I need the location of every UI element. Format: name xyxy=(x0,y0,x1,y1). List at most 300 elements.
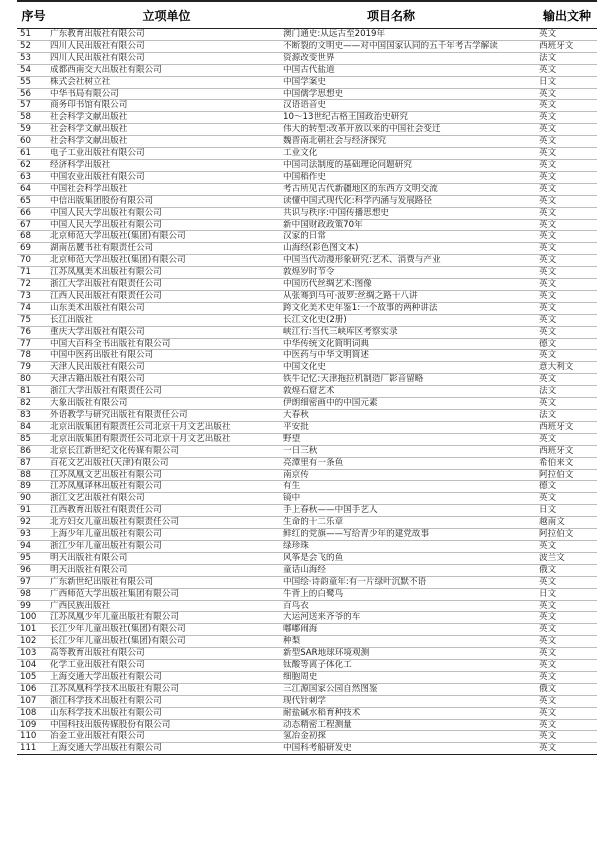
row-unit: 北京师范大学出版社(集团)有限公司 xyxy=(50,255,283,267)
table-row xyxy=(17,648,597,660)
table-row xyxy=(17,517,597,529)
row-project-title: 中国文化史 xyxy=(283,362,537,374)
row-number: 101 xyxy=(17,624,50,636)
row-number: 78 xyxy=(17,350,50,362)
row-unit: 天津古籍出版社有限公司 xyxy=(50,374,283,386)
row-number: 104 xyxy=(17,660,50,672)
table-row xyxy=(17,505,597,517)
row-project-title: 百鸟衣 xyxy=(283,600,537,612)
table-row xyxy=(17,302,597,314)
row-unit: 成都西南交大出版社有限公司 xyxy=(50,64,283,76)
row-language: 意大利文 xyxy=(537,362,597,374)
row-unit: 长江出版社 xyxy=(50,314,283,326)
table-row xyxy=(17,255,597,267)
row-language: 德文 xyxy=(537,481,597,493)
project-table xyxy=(17,0,597,755)
row-unit: 广东新世纪出版社有限公司 xyxy=(50,576,283,588)
row-unit: 社会科学文献出版社 xyxy=(50,124,283,136)
row-language: 英文 xyxy=(537,671,597,683)
table-row xyxy=(17,207,597,219)
row-project-title: 魏晋南北朝社会与经济探究 xyxy=(283,136,537,148)
row-language: 英文 xyxy=(537,719,597,731)
row-unit: 四川人民出版社有限公司 xyxy=(50,40,283,52)
row-unit: 浙江大学出版社有限责任公司 xyxy=(50,386,283,398)
row-language: 俄文 xyxy=(537,683,597,695)
row-number: 51 xyxy=(17,29,50,41)
row-project-title: 嘟嘟闹海 xyxy=(283,624,537,636)
table-row xyxy=(17,445,597,457)
row-project-title: 牛背上的白鹭鸟 xyxy=(283,588,537,600)
row-language: 越南文 xyxy=(537,517,597,529)
row-unit: 重庆大学出版社有限公司 xyxy=(50,326,283,338)
row-language: 英文 xyxy=(537,600,597,612)
table-row xyxy=(17,636,597,648)
row-project-title: 考古所见古代新疆地区的东西方文明交流 xyxy=(283,183,537,195)
row-number: 79 xyxy=(17,362,50,374)
row-project-title: 中国当代动漫形象研究:艺术、消费与产业 xyxy=(283,255,537,267)
row-number: 61 xyxy=(17,148,50,160)
table-row xyxy=(17,100,597,112)
row-language: 英文 xyxy=(537,136,597,148)
table-row xyxy=(17,410,597,422)
row-number: 86 xyxy=(17,445,50,457)
row-project-title: 生命的十二乐章 xyxy=(283,517,537,529)
row-number: 100 xyxy=(17,612,50,624)
row-language: 英文 xyxy=(537,171,597,183)
row-project-title: 敦煌岁时节令 xyxy=(283,267,537,279)
row-project-title: 种梨 xyxy=(283,636,537,648)
row-language: 英文 xyxy=(537,255,597,267)
row-project-title: 中国司法制度的基础理论问题研究 xyxy=(283,159,537,171)
row-number: 97 xyxy=(17,576,50,588)
row-language: 英文 xyxy=(537,29,597,41)
table-row xyxy=(17,171,597,183)
table-row xyxy=(17,290,597,302)
row-number: 105 xyxy=(17,671,50,683)
table-row xyxy=(17,52,597,64)
row-unit: 四川人民出版社有限公司 xyxy=(50,52,283,64)
row-project-title: 中国历代丝绸艺术:图像 xyxy=(283,279,537,291)
row-language: 西班牙文 xyxy=(537,421,597,433)
row-language: 英文 xyxy=(537,64,597,76)
row-project-title: 10～13世纪古格王国政治史研究 xyxy=(283,112,537,124)
row-unit: 株式会社树立社 xyxy=(50,76,283,88)
row-project-title: 澳门通史:从远古至2019年 xyxy=(283,29,537,41)
row-number: 67 xyxy=(17,219,50,231)
row-number: 90 xyxy=(17,493,50,505)
row-project-title: 新型SAR地球环境观测 xyxy=(283,648,537,660)
row-project-title: 中华传统文化简明词典 xyxy=(283,338,537,350)
row-language: 英文 xyxy=(537,326,597,338)
row-unit: 明天出版社有限公司 xyxy=(50,564,283,576)
row-language: 英文 xyxy=(537,267,597,279)
row-unit: 上海交通大学出版社有限公司 xyxy=(50,743,283,755)
row-number: 88 xyxy=(17,469,50,481)
row-project-title: 三江源国家公园自然图鉴 xyxy=(283,683,537,695)
row-unit: 冶金工业出版社有限公司 xyxy=(50,731,283,743)
row-number: 93 xyxy=(17,529,50,541)
row-number: 87 xyxy=(17,457,50,469)
row-number: 107 xyxy=(17,695,50,707)
row-number: 81 xyxy=(17,386,50,398)
row-language: 英文 xyxy=(537,540,597,552)
table-row xyxy=(17,338,597,350)
row-unit: 湖南岳麓书社有限责任公司 xyxy=(50,243,283,255)
table-row xyxy=(17,469,597,481)
row-unit: 北方妇女儿童出版社有限责任公司 xyxy=(50,517,283,529)
row-language: 英文 xyxy=(537,493,597,505)
table-row xyxy=(17,719,597,731)
row-project-title: 中国古代盐道 xyxy=(283,64,537,76)
row-unit: 北京长江新世纪文化传媒有限公司 xyxy=(50,445,283,457)
table-row xyxy=(17,374,597,386)
row-unit: 经济科学出版社 xyxy=(50,159,283,171)
row-language: 英文 xyxy=(537,707,597,719)
row-language: 英文 xyxy=(537,576,597,588)
row-project-title: 平安批 xyxy=(283,421,537,433)
row-project-title: 从张骞到马可·波罗:丝绸之路十八讲 xyxy=(283,290,537,302)
row-project-title: 亮潭里有一条鱼 xyxy=(283,457,537,469)
row-number: 109 xyxy=(17,719,50,731)
header-unit: 立项单位 xyxy=(50,1,283,29)
row-project-title: 镜中 xyxy=(283,493,537,505)
row-project-title: 伟大的转型:改革开放以来的中国社会变迁 xyxy=(283,124,537,136)
table-row xyxy=(17,529,597,541)
row-unit: 江苏凤凰美术出版社有限公司 xyxy=(50,267,283,279)
row-unit: 社会科学文献出版社 xyxy=(50,112,283,124)
row-project-title: 山海经(彩色图文本) xyxy=(283,243,537,255)
row-unit: 北京出版集团有限责任公司北京十月文艺出版社 xyxy=(50,433,283,445)
row-unit: 北京出版集团有限责任公司北京十月文艺出版社 xyxy=(50,421,283,433)
row-language: 俄文 xyxy=(537,564,597,576)
row-number: 73 xyxy=(17,290,50,302)
row-unit: 广西民族出版社 xyxy=(50,600,283,612)
row-unit: 江苏凤凰科学技术出版社有限公司 xyxy=(50,683,283,695)
row-unit: 江苏凤凰少年儿童出版社有限公司 xyxy=(50,612,283,624)
row-unit: 上海少年儿童出版社有限公司 xyxy=(50,529,283,541)
table-row xyxy=(17,660,597,672)
table-row xyxy=(17,40,597,52)
row-number: 82 xyxy=(17,398,50,410)
table-row xyxy=(17,124,597,136)
row-language: 英文 xyxy=(537,219,597,231)
row-language: 阿拉伯文 xyxy=(537,469,597,481)
row-number: 102 xyxy=(17,636,50,648)
table-row xyxy=(17,231,597,243)
header-lang: 输出文种 xyxy=(537,1,597,29)
row-language: 法文 xyxy=(537,410,597,422)
row-number: 77 xyxy=(17,338,50,350)
table-row xyxy=(17,481,597,493)
row-unit: 长江少年儿童出版社(集团)有限公司 xyxy=(50,624,283,636)
row-project-title: 中国儒学思想史 xyxy=(283,88,537,100)
row-language: 英文 xyxy=(537,350,597,362)
row-number: 52 xyxy=(17,40,50,52)
row-number: 64 xyxy=(17,183,50,195)
row-language: 法文 xyxy=(537,52,597,64)
header-num: 序号 xyxy=(17,1,50,29)
row-unit: 中信出版集团股份有限公司 xyxy=(50,195,283,207)
row-unit: 江苏凤凰文艺出版社有限公司 xyxy=(50,469,283,481)
table-row xyxy=(17,433,597,445)
row-number: 96 xyxy=(17,564,50,576)
row-project-title: 绿珍珠 xyxy=(283,540,537,552)
row-language: 英文 xyxy=(537,660,597,672)
row-unit: 广东教育出版社有限公司 xyxy=(50,29,283,41)
row-unit: 百花文艺出版社(天津)有限公司 xyxy=(50,457,283,469)
table-row xyxy=(17,612,597,624)
row-unit: 广西师范大学出版社集团有限公司 xyxy=(50,588,283,600)
row-number: 84 xyxy=(17,421,50,433)
row-unit: 社会科学文献出版社 xyxy=(50,136,283,148)
row-unit: 浙江大学出版社有限责任公司 xyxy=(50,279,283,291)
row-project-title: 中医药与中华文明简述 xyxy=(283,350,537,362)
table-row xyxy=(17,76,597,88)
table-body xyxy=(17,29,597,755)
table-row xyxy=(17,540,597,552)
table-row xyxy=(17,683,597,695)
row-language: 英文 xyxy=(537,731,597,743)
row-unit: 山东科学技术出版社有限公司 xyxy=(50,707,283,719)
table-row xyxy=(17,279,597,291)
row-unit: 中国大百科全书出版社有限公司 xyxy=(50,338,283,350)
row-project-title: 氢冶金初探 xyxy=(283,731,537,743)
table-row xyxy=(17,671,597,683)
table-row xyxy=(17,493,597,505)
table-row xyxy=(17,600,597,612)
row-number: 80 xyxy=(17,374,50,386)
row-language: 法文 xyxy=(537,386,597,398)
row-number: 94 xyxy=(17,540,50,552)
row-language: 日文 xyxy=(537,588,597,600)
row-number: 71 xyxy=(17,267,50,279)
row-project-title: 铁牛记忆:天津拖拉机制造厂影音留略 xyxy=(283,374,537,386)
table-row xyxy=(17,29,597,41)
row-language: 英文 xyxy=(537,124,597,136)
row-project-title: 中国学案史 xyxy=(283,76,537,88)
table-row xyxy=(17,350,597,362)
row-language: 英文 xyxy=(537,314,597,326)
row-project-title: 风筝是会飞的鱼 xyxy=(283,552,537,564)
row-project-title: 共识与秩序:中国传播思想史 xyxy=(283,207,537,219)
row-number: 85 xyxy=(17,433,50,445)
row-number: 57 xyxy=(17,100,50,112)
row-number: 106 xyxy=(17,683,50,695)
row-language: 英文 xyxy=(537,231,597,243)
row-language: 英文 xyxy=(537,695,597,707)
row-number: 110 xyxy=(17,731,50,743)
row-number: 76 xyxy=(17,326,50,338)
row-number: 99 xyxy=(17,600,50,612)
row-number: 103 xyxy=(17,648,50,660)
row-number: 70 xyxy=(17,255,50,267)
row-number: 98 xyxy=(17,588,50,600)
row-unit: 山东美术出版社有限公司 xyxy=(50,302,283,314)
row-number: 69 xyxy=(17,243,50,255)
row-language: 德文 xyxy=(537,338,597,350)
table-row xyxy=(17,552,597,564)
row-number: 89 xyxy=(17,481,50,493)
row-language: 英文 xyxy=(537,159,597,171)
row-project-title: 一日三秋 xyxy=(283,445,537,457)
row-unit: 天津人民出版社有限公司 xyxy=(50,362,283,374)
row-unit: 中国农业出版社有限公司 xyxy=(50,171,283,183)
table-row xyxy=(17,88,597,100)
row-language: 英文 xyxy=(537,624,597,636)
row-number: 68 xyxy=(17,231,50,243)
row-number: 75 xyxy=(17,314,50,326)
row-number: 74 xyxy=(17,302,50,314)
row-unit: 商务印书馆有限公司 xyxy=(50,100,283,112)
table-row xyxy=(17,159,597,171)
row-number: 59 xyxy=(17,124,50,136)
row-language: 西班牙文 xyxy=(537,40,597,52)
row-language: 英文 xyxy=(537,243,597,255)
row-number: 108 xyxy=(17,707,50,719)
header-row xyxy=(17,1,597,29)
row-unit: 浙江少年儿童出版社有限公司 xyxy=(50,540,283,552)
row-project-title: 中国稻作史 xyxy=(283,171,537,183)
row-number: 55 xyxy=(17,76,50,88)
row-unit: 北京师范大学出版社(集团)有限公司 xyxy=(50,231,283,243)
row-language: 西班牙文 xyxy=(537,445,597,457)
row-project-title: 钛酸等离子体化工 xyxy=(283,660,537,672)
document-table-container xyxy=(17,0,597,755)
row-project-title: 敦煌石窟艺术 xyxy=(283,386,537,398)
row-language: 英文 xyxy=(537,302,597,314)
row-language: 英文 xyxy=(537,195,597,207)
table-row xyxy=(17,743,597,755)
row-unit: 中国中医药出版社有限公司 xyxy=(50,350,283,362)
row-number: 54 xyxy=(17,64,50,76)
table-row xyxy=(17,219,597,231)
row-language: 日文 xyxy=(537,505,597,517)
row-number: 72 xyxy=(17,279,50,291)
row-number: 91 xyxy=(17,505,50,517)
row-project-title: 中国科考船研发史 xyxy=(283,743,537,755)
row-number: 60 xyxy=(17,136,50,148)
row-language: 英文 xyxy=(537,100,597,112)
row-number: 62 xyxy=(17,159,50,171)
row-language: 英文 xyxy=(537,648,597,660)
table-row xyxy=(17,695,597,707)
row-unit: 江苏凤凰译林出版社有限公司 xyxy=(50,481,283,493)
row-project-title: 工业文化 xyxy=(283,148,537,160)
table-row xyxy=(17,64,597,76)
table-row xyxy=(17,624,597,636)
row-unit: 电子工业出版社有限公司 xyxy=(50,148,283,160)
row-project-title: 跨文化美术史年鉴1:一个故事的两种讲法 xyxy=(283,302,537,314)
row-project-title: 新中国财政政策70年 xyxy=(283,219,537,231)
row-project-title: 有生 xyxy=(283,481,537,493)
table-row xyxy=(17,148,597,160)
row-project-title: 动态精密工程测量 xyxy=(283,719,537,731)
row-language: 英文 xyxy=(537,112,597,124)
row-number: 53 xyxy=(17,52,50,64)
table-row xyxy=(17,314,597,326)
row-unit: 浙江文艺出版社有限公司 xyxy=(50,493,283,505)
row-unit: 江西人民出版社有限责任公司 xyxy=(50,290,283,302)
row-project-title: 南京传 xyxy=(283,469,537,481)
row-project-title: 大运河送来齐爷的车 xyxy=(283,612,537,624)
table-row xyxy=(17,576,597,588)
row-project-title: 汉语语音史 xyxy=(283,100,537,112)
row-language: 英文 xyxy=(537,612,597,624)
row-project-title: 资源改变世界 xyxy=(283,52,537,64)
table-row xyxy=(17,136,597,148)
row-unit: 高等教育出版社有限公司 xyxy=(50,648,283,660)
row-number: 95 xyxy=(17,552,50,564)
row-language: 希伯来文 xyxy=(537,457,597,469)
row-project-title: 汉家的日常 xyxy=(283,231,537,243)
table-row xyxy=(17,326,597,338)
table-row xyxy=(17,362,597,374)
table-row xyxy=(17,457,597,469)
row-number: 92 xyxy=(17,517,50,529)
row-language: 英文 xyxy=(537,148,597,160)
row-unit: 江西教育出版社有限责任公司 xyxy=(50,505,283,517)
row-project-title: 耐盐碱水稻育种技术 xyxy=(283,707,537,719)
table-row xyxy=(17,421,597,433)
row-unit: 外语教学与研究出版社有限责任公司 xyxy=(50,410,283,422)
row-unit: 化学工业出版社有限公司 xyxy=(50,660,283,672)
row-project-title: 大春秋 xyxy=(283,410,537,422)
table-row xyxy=(17,398,597,410)
row-unit: 中国人民大学出版社有限公司 xyxy=(50,219,283,231)
row-project-title: 长江文化史(2册) xyxy=(283,314,537,326)
row-project-title: 不断裂的文明史——对中国国家认同的五千年考古学解读 xyxy=(283,40,537,52)
row-unit: 明天出版社有限公司 xyxy=(50,552,283,564)
row-project-title: 童话山海经 xyxy=(283,564,537,576)
row-number: 83 xyxy=(17,410,50,422)
row-project-title: 手上春秋——中国手艺人 xyxy=(283,505,537,517)
row-project-title: 现代针刺学 xyxy=(283,695,537,707)
row-language: 英文 xyxy=(537,433,597,445)
table-row xyxy=(17,564,597,576)
row-language: 波兰文 xyxy=(537,552,597,564)
row-language: 英文 xyxy=(537,290,597,302)
row-unit: 中国科技出版传媒股份有限公司 xyxy=(50,719,283,731)
row-language: 英文 xyxy=(537,207,597,219)
table-row xyxy=(17,707,597,719)
row-unit: 中华书局有限公司 xyxy=(50,88,283,100)
table-row xyxy=(17,588,597,600)
row-language: 日文 xyxy=(537,76,597,88)
table-row xyxy=(17,195,597,207)
table-row xyxy=(17,243,597,255)
row-unit: 浙江科学技术出版社有限公司 xyxy=(50,695,283,707)
row-unit: 长江少年儿童出版社(集团)有限公司 xyxy=(50,636,283,648)
row-unit: 上海交通大学出版社有限公司 xyxy=(50,671,283,683)
row-number: 58 xyxy=(17,112,50,124)
row-number: 63 xyxy=(17,171,50,183)
row-language: 英文 xyxy=(537,279,597,291)
row-language: 英文 xyxy=(537,743,597,755)
row-project-title: 伊朗细密画中的中国元素 xyxy=(283,398,537,410)
row-number: 111 xyxy=(17,743,50,755)
row-language: 英文 xyxy=(537,374,597,386)
row-unit: 中国人民大学出版社有限公司 xyxy=(50,207,283,219)
table-row xyxy=(17,112,597,124)
row-language: 英文 xyxy=(537,183,597,195)
table-row xyxy=(17,267,597,279)
row-number: 56 xyxy=(17,88,50,100)
row-project-title: 细胞周史 xyxy=(283,671,537,683)
row-unit: 大象出版社有限公司 xyxy=(50,398,283,410)
row-project-title: 鲜红的党旗——写给青少年的建党故事 xyxy=(283,529,537,541)
row-language: 英文 xyxy=(537,398,597,410)
header-title: 项目名称 xyxy=(283,1,537,29)
